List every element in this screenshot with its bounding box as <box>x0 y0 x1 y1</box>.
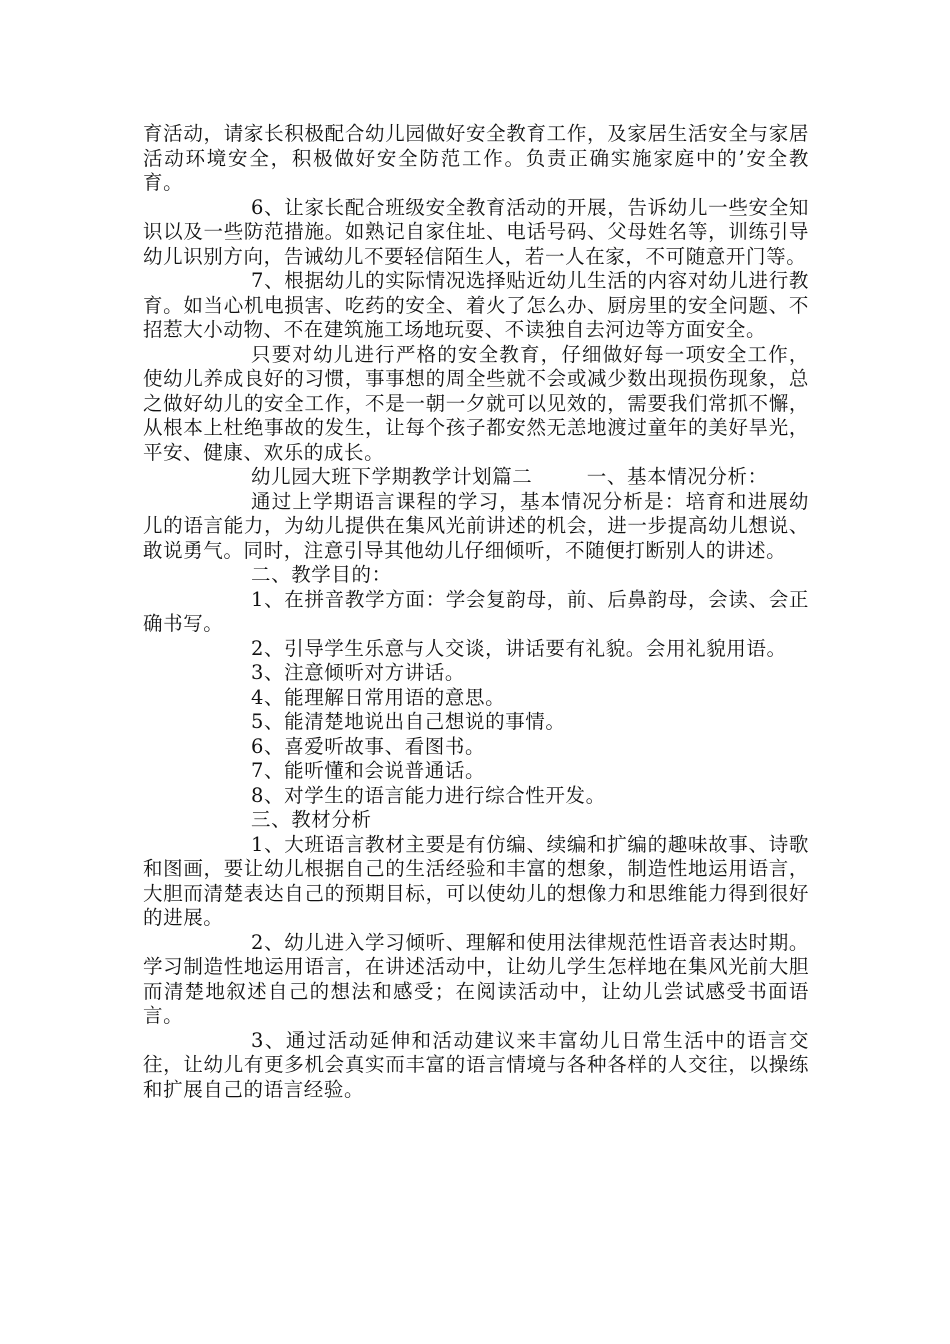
list-item-objective-7: 7、能听懂和会说普通话。 <box>251 759 486 782</box>
list-item-material-3: 3、通过活动延伸和活动建议来丰富幼儿日常生活中的语言交往，让幼儿有更多机会真实而丰富的语言情境与各种各样的人交往，以操练和扩展自己的语言经验。 <box>143 1028 809 1101</box>
paragraph-6: 通过上学期语言课程的学习，基本情况分析是：培育和进展幼儿的语言能力，为幼儿提供在集风光前讲述的机会，进一步提高幼儿想说、敢说勇气。同时，注意引导其他幼儿仔细倾听，不随便打断别人的讲述。 <box>143 489 809 562</box>
paragraph-1: 育活动，请家长积极配合幼儿园做好安全教育工作，及家居生活安全与家居活动环境安全，积极做好安全防范工作。负责正确实施家庭中的’安全教育。 <box>143 122 809 194</box>
paragraph-3: 7、根据幼儿的实际情况选择贴近幼儿生活的内容对幼儿进行教育。如当心机电损害、吃药的安全、着火了怎么办、厨房里的安全问题、不招惹大小动物、不在建筑施工场地玩耍、不读独自去河边等方面安全。 <box>143 269 809 341</box>
list-item-objective-5: 5、能清楚地说出自己想说的事情。 <box>251 710 566 733</box>
section-heading-materials: 三、教材分析 <box>251 808 372 831</box>
section-heading-plan-two: 幼儿园大班下学期教学计划篇二 一、基本情况分析： <box>251 465 768 488</box>
list-item-objective-6: 6、喜爱听故事、看图书。 <box>251 734 486 758</box>
section-heading-objectives: 二、教学目的： <box>251 563 392 586</box>
list-item-objective-8: 8、对学生的语言能力进行综合性开发。 <box>251 783 606 807</box>
list-item-material-2: 2、幼儿进入学习倾听、理解和使用法律规范性语音表达时期。学习制造性地运用语言，在讲述活动中，让幼儿学生怎样地在集风光前大胆而清楚地叙述自己的想法和感受；在阅读活动中，让幼儿尝试感受书面语言。 <box>143 930 809 1027</box>
list-item-material-1: 1、大班语言教材主要是有仿编、续编和扩编的趣味故事、诗歌和图画，要让幼儿根据自己的生活经验和丰富的想象，制造性地运用语言，大胆而清楚表达自己的预期目标，可以使幼儿的想像力和思维能力得到很好的进展。 <box>143 832 809 929</box>
paragraph-2: 6、让家长配合班级安全教育活动的开展，告诉幼儿一些安全知识以及一些防范措施。如熟记自家住址、电话号码、父母姓名等，训练引导幼儿识别方向，告诫幼儿不要轻信陌生人，若一人在家，不可随意开门等。 <box>143 195 809 268</box>
list-item-objective-2: 2、引导学生乐意与人交谈，讲话要有礼貌。会用礼貌用语。 <box>251 636 787 660</box>
list-item-objective-4: 4、能理解日常用语的意思。 <box>251 685 506 709</box>
list-item-objective-1: 1、在拼音教学方面：学会复韵母，前、后鼻韵母，会读、会正确书写。 <box>143 587 809 635</box>
list-item-objective-3: 3、注意倾听对方讲话。 <box>251 661 466 684</box>
document-body <box>143 122 809 1102</box>
paragraph-4: 只要对幼儿进行严格的安全教育，仔细做好每一项安全工作，使幼儿养成良好的习惯，事事想的周全些就不会或减少数出现损伤现象，总之做好幼儿的安全工作，不是一朝一夕就可以见效的，需要我们常抓不懈，从根本上杜绝事故的发生，让每个孩子都安然无恙地渡过童年的美好旱光，平安、健康、欢乐的成长。 <box>143 342 809 464</box>
